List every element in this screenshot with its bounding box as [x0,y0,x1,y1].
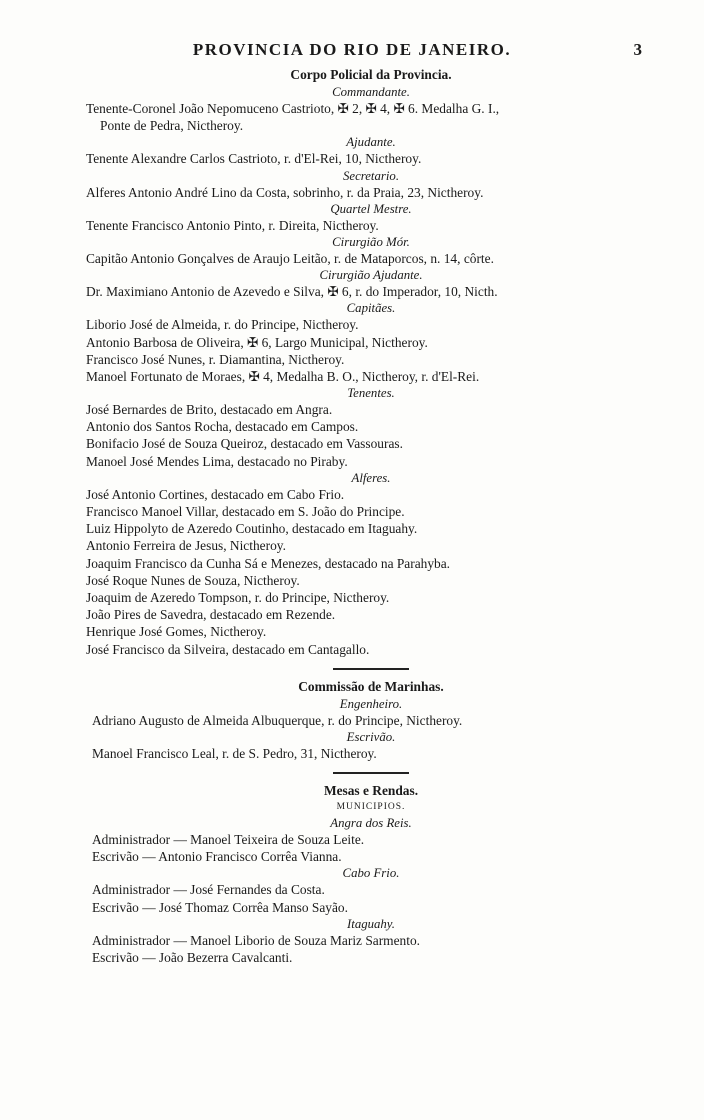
section-title: Mesas e Rendas. [323,783,419,799]
entry-line: Luiz Hippolyto de Azeredo Coutinho, destacado em Itaguahy. [86,521,418,537]
entry-line: Administrador — José Fernandes da Costa. [92,882,325,898]
entry-line: Antonio Barbosa de Oliveira, ✠ 6, Largo Municipal, Nictheroy. [86,334,428,350]
role-heading: Tenentes. [347,386,395,401]
page-header [0,40,704,64]
entry-line: Manoel Fortunato de Moraes, ✠ 4, Medalha B. O., Nictheroy, r. d'El-Rei. [86,368,480,384]
entry-line: Alferes Antonio André Lino da Costa, sobrinho, r. da Praia, 23, Nictheroy. [86,184,484,200]
section-title: Corpo Policial da Provincia. [290,67,452,82]
section-commissao-marinhas [86,678,656,762]
entry-line: Administrador — Manoel Teixeira de Souza Leite. [92,832,365,848]
role-heading: Escrivão. [346,729,396,744]
entry-line: Tenente Alexandre Carlos Castrioto, r. d'El-Rei, 10, Nictheroy. [86,151,422,167]
entry-line: Manoel José Mendes Lima, destacado no Piraby. [86,453,348,469]
entry-line: Capitão Antonio Gonçalves de Araujo Leitão, r. de Mataporcos, n. 14, côrte. [86,250,494,266]
entry-line: João Pires de Savedra, destacado em Rezende. [86,607,336,623]
role-heading: Ajudante. [346,135,396,150]
entry-line: Antonio dos Santos Rocha, destacado em Campos. [86,419,359,435]
page-content [86,66,656,966]
role-heading: Cirurgião Ajudante. [319,268,423,283]
role-heading: Angra dos Reis. [330,816,412,831]
entry-line: Liborio José de Almeida, r. do Principe, Nictheroy. [86,317,359,333]
entry-line: Tenente-Coronel João Nepomuceno Castrioto, ✠ 2, ✠ 4, ✠ 6. Medalha G. I., [86,101,500,116]
section-corpo-policial [86,66,656,658]
section-title: Commissão de Marinhas. [298,678,444,694]
page-number: 3 [633,40,642,59]
entry-line: Joaquim Francisco da Cunha Sá e Menezes, destacado na Parahyba. [86,555,451,571]
entry-line: José Bernardes de Brito, destacado em Angra. [86,402,333,418]
role-heading: Capitães. [346,301,396,316]
entry-line: Manoel Francisco Leal, r. de S. Pedro, 31, Nictheroy. [92,745,377,761]
section-divider [333,772,409,774]
entry-line: Joaquim de Azeredo Tompson, r. do Principe, Nictheroy. [86,589,390,605]
entry-line: José Roque Nunes de Souza, Nictheroy. [86,572,300,588]
section-mesas-rendas [86,782,656,966]
entry-line: Henrique José Gomes, Nictheroy. [86,624,267,640]
role-heading: Cirurgião Mór. [332,234,410,249]
entry-line: Francisco Manoel Villar, destacado em S. João do Principe. [86,504,405,519]
role-heading: Engenheiro. [339,696,403,711]
section-divider [333,668,409,670]
entry-line: Escrivão — Antonio Francisco Corrêa Vianna. [92,849,342,865]
role-heading: Alferes. [351,470,391,485]
role-heading: Cabo Frio. [342,866,400,881]
entry-line: Adriano Augusto de Almeida Albuquerque, r. do Principe, Nictheroy. [92,712,463,728]
role-heading: Itaguahy. [347,916,395,931]
entry-line: Bonifacio José de Souza Queiroz, destacado em Vassouras. [86,436,403,452]
entry-line: Antonio Ferreira de Jesus, Nictheroy. [86,538,286,554]
entry-line-continuation: Ponte de Pedra, Nictheroy. [100,118,244,134]
role-heading: Secretario. [342,168,400,183]
entry-line: Tenente Francisco Antonio Pinto, r. Direita, Nictheroy. [86,217,379,233]
entry-line: José Francisco da Silveira, destacado em Cantagallo. [86,641,370,657]
entry-line: Dr. Maximiano Antonio de Azevedo e Silva, ✠ 6, r. do Imperador, 10, Nicth. [86,284,498,300]
running-title: PROVINCIA DO RIO DE JANEIRO. [192,40,512,59]
entry-line: Escrivão — José Thomaz Corrêa Manso Sayão. [92,899,348,915]
role-heading: Commandante. [332,85,410,99]
entry-line: José Antonio Cortines, destacado em Cabo Frio. [86,486,345,502]
entry-line: Francisco José Nunes, r. Diamantina, Nictheroy. [86,351,345,367]
entry-line: Escrivão — João Bezerra Cavalcanti. [92,950,293,965]
role-heading: Quartel Mestre. [330,201,412,216]
entry-line: Administrador — Manoel Liborio de Souza Mariz Sarmento. [92,932,420,948]
section-subtitle: MUNICIPIOS. [336,802,406,813]
